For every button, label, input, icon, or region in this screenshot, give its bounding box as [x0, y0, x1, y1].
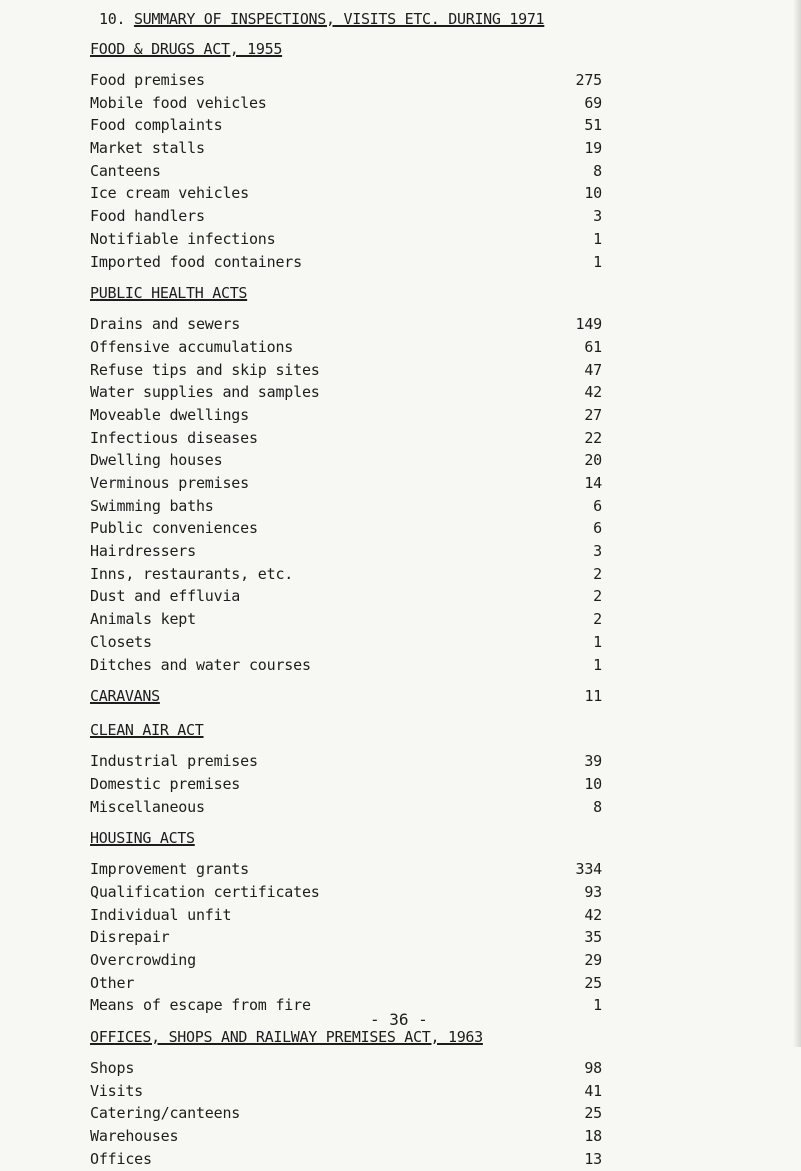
- item-count: 42: [584, 383, 602, 402]
- item-label: Verminous premises: [90, 474, 249, 492]
- list-item: [90, 114, 602, 137]
- section-heading-label: PUBLIC HEALTH ACTS: [90, 284, 248, 303]
- section-heading: [90, 1026, 602, 1051]
- list-item: [90, 773, 602, 796]
- item-count: 6: [593, 496, 602, 515]
- list-item: [90, 205, 602, 228]
- list-item: [90, 495, 602, 518]
- item-label: Warehouses: [90, 1127, 179, 1146]
- item-label: Animals kept: [90, 610, 196, 629]
- list-item: [90, 1080, 602, 1103]
- item-count: 27: [584, 405, 602, 424]
- item-label: Dust and effluvia: [90, 587, 241, 606]
- list-item: [90, 654, 602, 677]
- list-item: [90, 336, 602, 359]
- list-item: [90, 228, 602, 251]
- list-item: [90, 381, 602, 404]
- item-label: Food complaints: [90, 116, 223, 135]
- list-item: [90, 1125, 602, 1148]
- list-item: [90, 926, 602, 949]
- item-label: Notifiable infections: [90, 229, 276, 248]
- item-count: 2: [593, 564, 602, 583]
- item-count: 1: [593, 996, 602, 1015]
- item-label: Food handlers: [90, 207, 205, 226]
- item-label: Catering/canteens: [90, 1104, 241, 1123]
- list-item: [90, 404, 602, 427]
- list-item: [90, 881, 602, 904]
- page-title: [99, 10, 544, 28]
- section-heading-label: OFFICES, SHOPS AND RAILWAY PREMISES ACT, 1963: [90, 1028, 483, 1047]
- item-label: Ditches and water courses: [90, 655, 311, 674]
- item-count: 98: [584, 1059, 602, 1078]
- section-heading: [90, 38, 602, 63]
- list-item: [90, 796, 602, 819]
- item-label: Inns, restaurants, etc.: [90, 564, 294, 583]
- list-item: [90, 750, 602, 773]
- item-count: 8: [593, 161, 602, 180]
- item-count: 1: [593, 252, 602, 271]
- item-label: Swimming baths: [90, 496, 214, 515]
- item-label: Drains and sewers: [90, 315, 241, 334]
- item-count: 20: [584, 451, 602, 470]
- item-label: Overcrowding: [90, 951, 196, 969]
- item-count: 29: [584, 951, 602, 969]
- list-item: [90, 359, 602, 382]
- list-item: [90, 1102, 602, 1125]
- item-label: Offices: [90, 1149, 152, 1168]
- item-count: 19: [584, 139, 602, 158]
- page-edge-shadow: [793, 0, 801, 1047]
- list-item: [90, 904, 602, 927]
- item-label: Canteens: [90, 161, 161, 180]
- item-count: 275: [575, 71, 602, 89]
- list-item: [90, 472, 602, 495]
- item-count: 13: [584, 1149, 602, 1168]
- list-item: [90, 631, 602, 654]
- section-heading-label: CARAVANS: [90, 687, 160, 706]
- item-count: 39: [584, 752, 602, 771]
- item-count: 2: [593, 587, 602, 606]
- item-label: Improvement grants: [90, 860, 249, 879]
- item-count: 61: [584, 337, 602, 356]
- list-item: [90, 92, 602, 115]
- item-count: 2: [593, 610, 602, 629]
- item-label: Market stalls: [90, 139, 205, 158]
- item-label: Mobile food vehicles: [90, 93, 267, 112]
- list-item: [90, 427, 602, 450]
- item-label: Offensive accumulations: [90, 337, 294, 356]
- item-label: Food premises: [90, 71, 205, 89]
- list-item: [90, 449, 602, 472]
- list-item: [90, 1148, 602, 1171]
- list-item: [90, 251, 602, 274]
- item-label: Visits: [90, 1081, 143, 1100]
- item-count: 69: [584, 93, 602, 112]
- item-count: 8: [593, 797, 602, 816]
- item-count: 18: [584, 1127, 602, 1146]
- list-item: [90, 517, 602, 540]
- item-label: Infectious diseases: [90, 428, 258, 447]
- list-item: [90, 585, 602, 608]
- item-count: 25: [584, 1104, 602, 1123]
- item-count: 10: [584, 184, 602, 203]
- item-label: Hairdressers: [90, 542, 196, 561]
- item-count: 334: [575, 860, 602, 879]
- item-count: 6: [593, 519, 602, 538]
- item-count: 35: [584, 928, 602, 947]
- item-label: Refuse tips and skip sites: [90, 360, 320, 379]
- list-item: [90, 858, 602, 881]
- list-item: [90, 994, 602, 1017]
- section-heading: [90, 685, 602, 710]
- list-item: [90, 182, 602, 205]
- item-label: Disrepair: [90, 928, 170, 947]
- item-label: Industrial premises: [90, 752, 258, 771]
- item-label: Qualification certificates: [90, 882, 320, 901]
- list-item: [90, 160, 602, 183]
- list-item: [90, 137, 602, 160]
- item-count: 10: [584, 774, 602, 793]
- section-heading: [90, 282, 602, 307]
- section-heading-label: FOOD & DRUGS ACT, 1955: [90, 40, 283, 58]
- item-label: Moveable dwellings: [90, 405, 249, 424]
- list-item: [90, 608, 602, 631]
- item-label: Imported food containers: [90, 252, 302, 271]
- list-item: [90, 972, 602, 995]
- item-label: Water supplies and samples: [90, 383, 320, 402]
- item-count: 1: [593, 655, 602, 674]
- section-heading-label: HOUSING ACTS: [90, 829, 195, 848]
- list-item: [90, 313, 602, 336]
- section-heading-value: 11: [584, 687, 602, 706]
- item-label: Public conveniences: [90, 519, 258, 538]
- item-label: Other: [90, 973, 135, 992]
- section-heading: [90, 719, 602, 744]
- item-count: 93: [584, 882, 602, 901]
- list-item: [90, 949, 602, 972]
- item-count: 3: [593, 542, 602, 561]
- item-label: Dwelling houses: [90, 451, 223, 470]
- item-count: 41: [584, 1081, 602, 1100]
- title-text: SUMMARY OF INSPECTIONS, VISITS ETC. DURING 1971: [133, 10, 545, 28]
- list-item: [90, 540, 602, 563]
- item-count: 1: [593, 632, 602, 651]
- inspections-list: [90, 38, 602, 1171]
- item-label: Individual unfit: [90, 905, 232, 924]
- item-count: 149: [575, 315, 602, 334]
- item-count: 14: [584, 474, 602, 492]
- item-count: 47: [584, 360, 602, 379]
- item-label: Miscellaneous: [90, 797, 205, 816]
- item-label: Domestic premises: [90, 774, 241, 793]
- item-count: 3: [593, 207, 602, 226]
- title-number: 10.: [99, 10, 126, 28]
- list-item: [90, 69, 602, 92]
- item-count: 22: [584, 428, 602, 447]
- item-count: 51: [584, 116, 602, 135]
- item-count: 1: [593, 229, 602, 248]
- item-count: 42: [584, 905, 602, 924]
- item-label: Means of escape from fire: [90, 996, 311, 1015]
- section-heading-label: CLEAN AIR ACT: [90, 721, 204, 740]
- item-count: 25: [584, 973, 602, 992]
- section-heading: [90, 827, 602, 852]
- item-label: Ice cream vehicles: [90, 184, 249, 203]
- item-label: Closets: [90, 632, 152, 651]
- list-item: [90, 1057, 602, 1080]
- item-label: Shops: [90, 1059, 135, 1078]
- list-item: [90, 563, 602, 586]
- page-number: - 36 -: [370, 1010, 428, 1029]
